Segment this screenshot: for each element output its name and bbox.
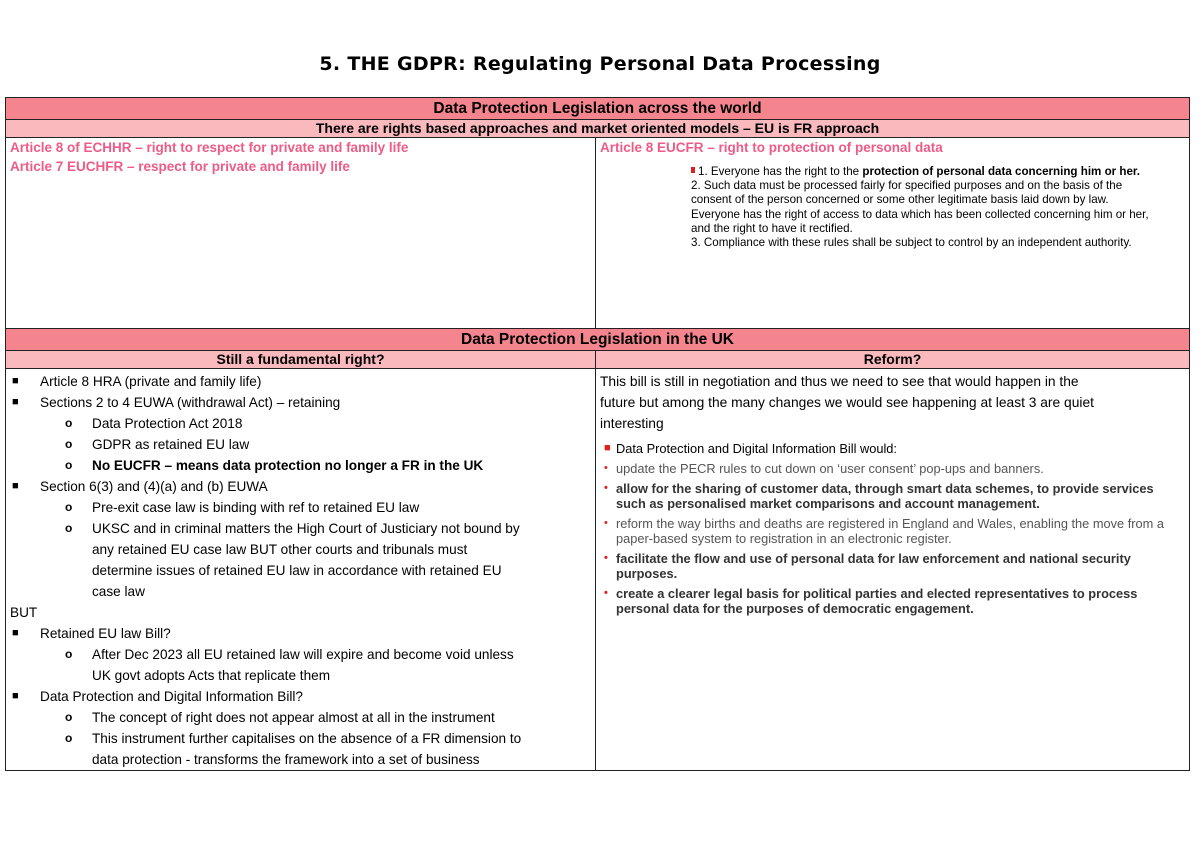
circle-bullet-icon: o xyxy=(65,416,73,430)
article-7-euchfr-line: Article 7 EUCHFR – respect for private and family life xyxy=(10,159,350,174)
square-bullet-icon: ■ xyxy=(12,396,19,408)
bullet-dot-icon: • xyxy=(604,587,608,599)
page-title: 5. THE GDPR: Regulating Personal Data Processing xyxy=(319,53,881,75)
bullet-dot-icon: • xyxy=(604,482,608,494)
echr-cell xyxy=(6,138,596,329)
section-header-world: Data Protection Legislation across the world xyxy=(6,98,1190,120)
bill-point-registration: • reform the way births and deaths are registered in England and Wales, enabling the move from a paper-based system to registration in an electronic register. xyxy=(604,516,1164,546)
column-header-reform: Reform? xyxy=(596,351,1190,369)
circle-bullet-icon: o xyxy=(65,731,73,745)
sub-list-item: o Pre-exit case law is binding with ref to retained EU law xyxy=(10,497,591,518)
article-text-box xyxy=(596,157,1189,266)
sub-list-item-continued: UK govt adopts Acts that replicate them xyxy=(92,668,331,683)
list-item: ■ Article 8 HRA (private and family life) xyxy=(10,371,591,392)
bill-point-pecr: • update the PECR rules to cut down on ‘user consent’ pop-ups and banners. xyxy=(604,461,1044,476)
section-header-uk: Data Protection Legislation in the UK xyxy=(6,329,1190,351)
sub-list-item-continued: any retained EU case law BUT other courts and tribunals must xyxy=(92,542,468,557)
sub-list-item-continued: case law xyxy=(92,584,145,599)
fundamental-right-cell xyxy=(6,369,596,771)
sub-list-item-continued: data protection - transforms the framework into a set of business xyxy=(92,752,480,767)
bullet-dot-icon: • xyxy=(604,462,608,474)
bullet-dot-icon: • xyxy=(604,552,608,564)
list-item: ■ Retained EU law Bill? xyxy=(10,623,591,644)
sub-list-item: o Data Protection Act 2018 xyxy=(10,413,591,434)
bullet-dot-icon: • xyxy=(604,517,608,529)
bill-points xyxy=(596,434,1189,616)
but-label: BUT xyxy=(10,605,38,620)
column-header-fundamental-right: Still a fundamental right? xyxy=(6,351,596,369)
sub-list-item: o GDPR as retained EU law xyxy=(10,434,591,455)
article-8-eucfr-heading: Article 8 EUCFR – right to protection of personal data xyxy=(600,140,943,155)
sub-list-item: o This instrument further capitalises on the absence of a FR dimension to xyxy=(10,728,591,749)
square-bullet-icon: ■ xyxy=(12,627,19,639)
list-item: ■ Data Protection and Digital Information Bill? xyxy=(10,686,591,707)
circle-bullet-icon: o xyxy=(65,521,73,535)
bill-point-law-enforcement: • facilitate the flow and use of personal data for law enforcement and national security purposes. xyxy=(604,551,1131,581)
sub-list-item: o UKSC and in criminal matters the High Court of Justiciary not bound by xyxy=(10,518,591,539)
circle-bullet-icon: o xyxy=(65,647,73,661)
circle-bullet-icon: o xyxy=(65,437,73,451)
sub-list-item: o The concept of right does not appear almost at all in the instrument xyxy=(10,707,591,728)
sub-list-item-continued: determine issues of retained EU law in accordance with retained EU xyxy=(92,563,502,578)
bill-point-political-parties: • create a clearer legal basis for political parties and elected representatives to process personal data for the purposes of democratic engagement. xyxy=(604,586,1138,616)
sub-list-item: o After Dec 2023 all EU retained law will expire and become void unless xyxy=(10,644,591,665)
list-item: ■ Section 6(3) and (4)(a) and (b) EUWA xyxy=(10,476,591,497)
bill-intro-item: ■ Data Protection and Digital Information Bill would: xyxy=(604,441,897,456)
article-para-3: 3. Compliance with these rules shall be subject to control by an independent authority. xyxy=(691,236,1132,250)
article-para-2: 2. Such data must be processed fairly for specified purposes and on the basis of the consent of the person concerned or some other legitimate basis laid down by law. Everyone has the right of access to data which has been collected concerning him or her, and the right to have it rectified. xyxy=(691,179,1149,235)
circle-bullet-icon: o xyxy=(65,500,73,514)
eucfr-cell xyxy=(596,138,1190,329)
circle-bullet-icon: o xyxy=(65,458,73,472)
circle-bullet-icon: o xyxy=(65,710,73,724)
bullet-square-icon: ■ xyxy=(604,442,611,454)
article-para-1: 1. Everyone has the right to the protection of personal data concerning him or her. xyxy=(691,165,1159,179)
bill-point-customer-data: • allow for the sharing of customer data, through smart data schemes, to provide services such as personalised market comparisons and account management. xyxy=(604,481,1154,511)
square-bullet-icon: ■ xyxy=(12,375,19,387)
sub-list-item: o No EUCFR – means data protection no longer a FR in the UK xyxy=(10,455,591,476)
bullet-square-icon xyxy=(691,167,695,173)
square-bullet-icon: ■ xyxy=(12,480,19,492)
reform-cell xyxy=(596,369,1190,771)
legislation-table xyxy=(5,97,1190,771)
reform-intro: This bill is still in negotiation and thus we need to see that would happen in the future but among the many changes we would see happening at least 3 are quiet interesting xyxy=(600,374,1094,431)
square-bullet-icon: ■ xyxy=(12,690,19,702)
list-item: ■ Sections 2 to 4 EUWA (withdrawal Act) – retaining xyxy=(10,392,591,413)
article-8-echhr-line: Article 8 of ECHHR – right to respect for private and family life xyxy=(10,140,409,155)
section-subheader-approaches: There are rights based approaches and market oriented models – EU is FR approach xyxy=(6,120,1190,138)
